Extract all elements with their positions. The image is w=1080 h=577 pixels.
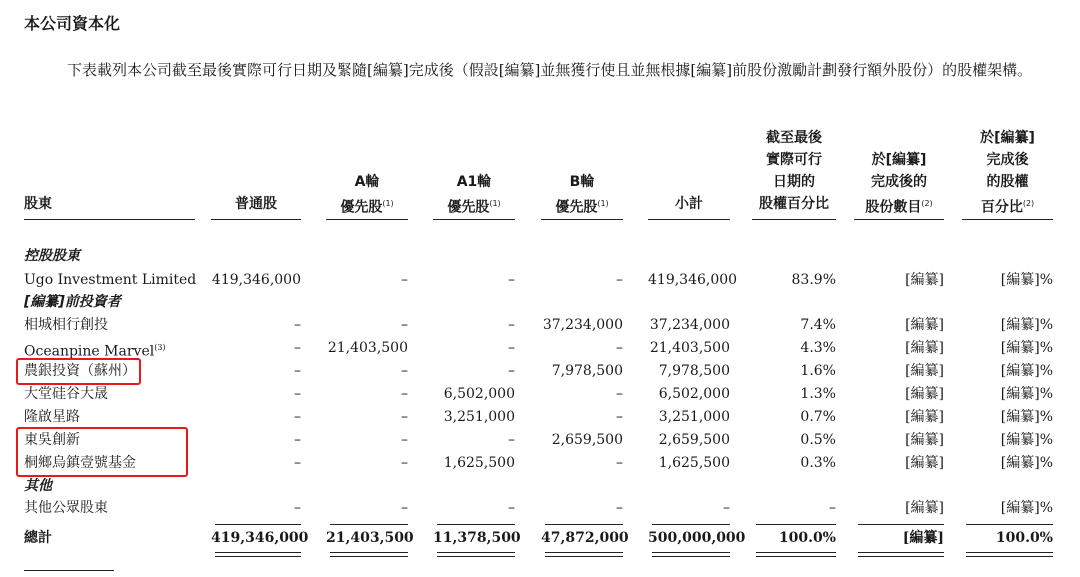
total-rule (215, 556, 301, 557)
header-line: 優先股$^{(1)}$ (447, 199, 501, 216)
cell-series-a1: 1,625,500 (443, 455, 515, 471)
cell-pct-now: 1.6% (800, 363, 836, 379)
section-title: 本公司資本化 (24, 14, 121, 33)
group-heading: 其他 (24, 478, 52, 494)
header-line: 股權百分比 (759, 196, 829, 212)
cell-series-a: – (401, 386, 408, 402)
row-label: Ugo Investment Limited (24, 272, 197, 288)
cell-subtotal: 37,234,000 (649, 317, 730, 333)
cell-ordinary: – (294, 409, 301, 425)
cell-series-a1: – (508, 340, 515, 356)
header-shareholder (24, 193, 52, 215)
cell-pct-after: [編纂]% (1000, 340, 1053, 356)
cell-subtotal: 21,403,500 (649, 340, 730, 356)
total-rule (215, 524, 301, 525)
total-rule (966, 524, 1053, 525)
header-line: 的股權 (986, 174, 1029, 190)
total-rule (545, 556, 623, 557)
total-rule (966, 552, 1053, 553)
cell-ordinary: – (294, 340, 301, 356)
cell-subtotal: 2,659,500 (658, 432, 730, 448)
total-rule (756, 524, 836, 525)
cell-series-a1: – (508, 432, 515, 448)
total-rule (330, 552, 408, 553)
cell-ordinary: 419,346,000 (211, 272, 301, 288)
header-pct-after (962, 127, 1053, 219)
header-line: 於[編纂] (871, 152, 927, 168)
total-rule (437, 556, 515, 557)
cell-shares-after: [編纂] (905, 317, 944, 333)
header-ordinary (211, 193, 301, 215)
row-label: 隆啟星路 (24, 409, 80, 425)
intro-text: 下表載列本公司截至最後實際可行日期及緊隨[編纂]完成後（假設[編纂]並無獲行使且並無根據[編纂]前股份激勵計劃發行額外股份）的股權架構。 (67, 61, 1033, 79)
total-rule (652, 552, 730, 553)
header-rule (648, 219, 730, 220)
header-line: 完成後 (986, 152, 1029, 168)
intro-paragraph (24, 58, 1058, 83)
footnote-ref: (1) (597, 199, 609, 208)
cell-series-a1: 3,251,000 (443, 409, 515, 425)
header-line: 完成後的 (871, 174, 927, 190)
header-line: 截至最後 (766, 130, 822, 146)
highlight-box (16, 427, 188, 477)
header-line: 實際可行 (766, 152, 822, 168)
row-label: 其他公眾股東 (24, 500, 108, 516)
cell-series-b: – (616, 340, 623, 356)
cell-pct-after: [編纂]% (1000, 386, 1053, 402)
total-rule (437, 552, 515, 553)
header-shares-after (854, 149, 944, 219)
cell-shares-after: [編纂] (902, 530, 944, 546)
footnote-ref: (1) (489, 199, 501, 208)
total-rule (545, 524, 623, 525)
cell-pct-now: 0.5% (800, 432, 836, 448)
header-rule (541, 219, 623, 220)
cell-shares-after: [編纂] (905, 455, 944, 471)
cell-shares-after: [編纂] (905, 386, 944, 402)
cell-pct-now: 1.3% (800, 386, 836, 402)
cell-shares-after: [編纂] (905, 272, 944, 288)
cell-series-b: 37,234,000 (542, 317, 623, 333)
cell-shares-after: [編纂] (905, 409, 944, 425)
header-line: A1輪 (456, 174, 492, 190)
cell-ordinary: – (294, 363, 301, 379)
cell-pct-now: 7.4% (800, 317, 836, 333)
header-rule (211, 219, 301, 220)
total-rule (858, 556, 944, 557)
header-line: 百分比$^{(2)}$ (980, 199, 1035, 216)
cell-series-b: 47,872,000 (541, 530, 629, 546)
footnote-ref: (2) (1022, 199, 1035, 208)
row-label: 總計 (24, 530, 52, 546)
total-rule (545, 552, 623, 553)
cell-pct-after: [編纂]% (1000, 409, 1053, 425)
cell-subtotal: 1,625,500 (658, 455, 730, 471)
header-rule (962, 219, 1053, 220)
cell-shares-after: [編纂] (905, 340, 944, 356)
cell-series-a: 21,403,500 (327, 340, 408, 356)
total-rule (215, 552, 301, 553)
header-series-a (326, 171, 408, 219)
header-rule (752, 219, 836, 220)
row-label: 農銀投資（蘇州） (24, 363, 136, 379)
footnote-ref: (1) (382, 199, 394, 208)
cell-pct-now: 4.3% (800, 340, 836, 356)
total-rule (330, 556, 408, 557)
cell-series-a: – (401, 317, 408, 333)
header-series-b (541, 171, 623, 219)
cell-pct-now: 100.0% (778, 530, 836, 546)
header-subtotal (648, 193, 730, 215)
cell-pct-after: [編纂]% (1000, 432, 1053, 448)
cell-series-b: 7,978,500 (551, 363, 623, 379)
cell-series-a: 21,403,500 (326, 530, 414, 546)
header-line: 小計 (675, 196, 703, 212)
cell-series-a1: 11,378,500 (433, 530, 521, 546)
total-rule (330, 524, 408, 525)
cell-shares-after: [編纂] (905, 363, 944, 379)
total-rule (858, 552, 944, 553)
cell-pct-now: – (829, 500, 836, 516)
header-rule (326, 219, 408, 220)
header-line: B輪 (569, 174, 595, 190)
cell-shares-after: [編纂] (905, 432, 944, 448)
cell-series-a: – (401, 500, 408, 516)
cell-series-a1: – (508, 363, 515, 379)
footnote-ref: (3) (154, 343, 166, 352)
cell-ordinary: – (294, 455, 301, 471)
header-line: 優先股$^{(1)}$ (555, 199, 609, 216)
cell-series-a: – (401, 363, 408, 379)
row-label: 相城相行創投 (24, 317, 108, 333)
row-label: 東吳創新 (24, 432, 80, 448)
cell-series-b: 2,659,500 (551, 432, 623, 448)
group-heading: 控股股東 (24, 248, 80, 264)
cell-pct-after: [編纂]% (1000, 363, 1053, 379)
cell-series-a: – (401, 272, 408, 288)
cell-pct-now: 0.7% (800, 409, 836, 425)
cell-series-a: – (401, 432, 408, 448)
cell-subtotal: 3,251,000 (658, 409, 730, 425)
total-rule (756, 552, 836, 553)
header-rule (854, 219, 944, 220)
total-rule (858, 524, 944, 525)
cell-ordinary: – (294, 432, 301, 448)
row-label: Oceanpine Marvel$^{(3)}$ (24, 343, 166, 360)
header-line: 普通股 (235, 196, 277, 212)
total-rule (652, 524, 730, 525)
footnote-rule (24, 570, 114, 571)
cell-ordinary: – (294, 317, 301, 333)
cell-pct-after: [編纂]% (1000, 455, 1053, 471)
cell-series-a1: – (508, 500, 515, 516)
header-rule (24, 219, 195, 220)
header-line: 股東 (24, 196, 52, 212)
total-rule (652, 556, 730, 557)
cell-series-b: – (616, 386, 623, 402)
cell-pct-after: [編纂]% (1000, 272, 1053, 288)
cell-series-b: – (616, 272, 623, 288)
header-line: 於[編纂] (980, 130, 1035, 146)
header-line: 日期的 (773, 174, 815, 190)
total-rule (966, 556, 1053, 557)
cell-pct-after: [編纂]% (1000, 317, 1053, 333)
total-rule (756, 556, 836, 557)
group-heading: [編纂]前投資者 (24, 294, 121, 310)
footnote-ref: (2) (921, 199, 933, 208)
row-label: 大堂硅谷大晟 (24, 386, 108, 402)
header-line: 股份數目$^{(2)}$ (865, 199, 933, 216)
header-rule (433, 219, 515, 220)
cell-pct-now: 0.3% (800, 455, 836, 471)
cell-series-b: – (616, 500, 623, 516)
cell-subtotal: 7,978,500 (658, 363, 730, 379)
cell-series-a1: 6,502,000 (443, 386, 515, 402)
cell-shares-after: [編纂] (905, 500, 944, 516)
header-series-a1 (433, 171, 515, 219)
cell-subtotal: 500,000,000 (648, 530, 746, 546)
cell-series-a1: – (508, 272, 515, 288)
header-line: A輪 (354, 174, 380, 190)
cell-series-b: – (616, 455, 623, 471)
cell-pct-now: 83.9% (791, 272, 836, 288)
cell-subtotal: – (723, 500, 730, 516)
cell-subtotal: 419,346,000 (648, 272, 738, 288)
header-line: 優先股$^{(1)}$ (340, 199, 394, 216)
cell-series-a1: – (508, 317, 515, 333)
cell-subtotal: 6,502,000 (658, 386, 730, 402)
cell-series-a: – (401, 455, 408, 471)
cell-series-b: – (616, 409, 623, 425)
highlight-box (16, 358, 141, 385)
cell-ordinary: – (294, 386, 301, 402)
cell-pct-after: 100.0% (995, 530, 1053, 546)
total-rule (437, 524, 515, 525)
cell-ordinary: – (294, 500, 301, 516)
header-pct-now (752, 127, 836, 215)
cell-series-a: – (401, 409, 408, 425)
cell-pct-after: [編纂]% (1000, 500, 1053, 516)
row-label: 桐鄉烏鎮壹號基金 (24, 455, 136, 471)
cell-ordinary: 419,346,000 (211, 530, 309, 546)
